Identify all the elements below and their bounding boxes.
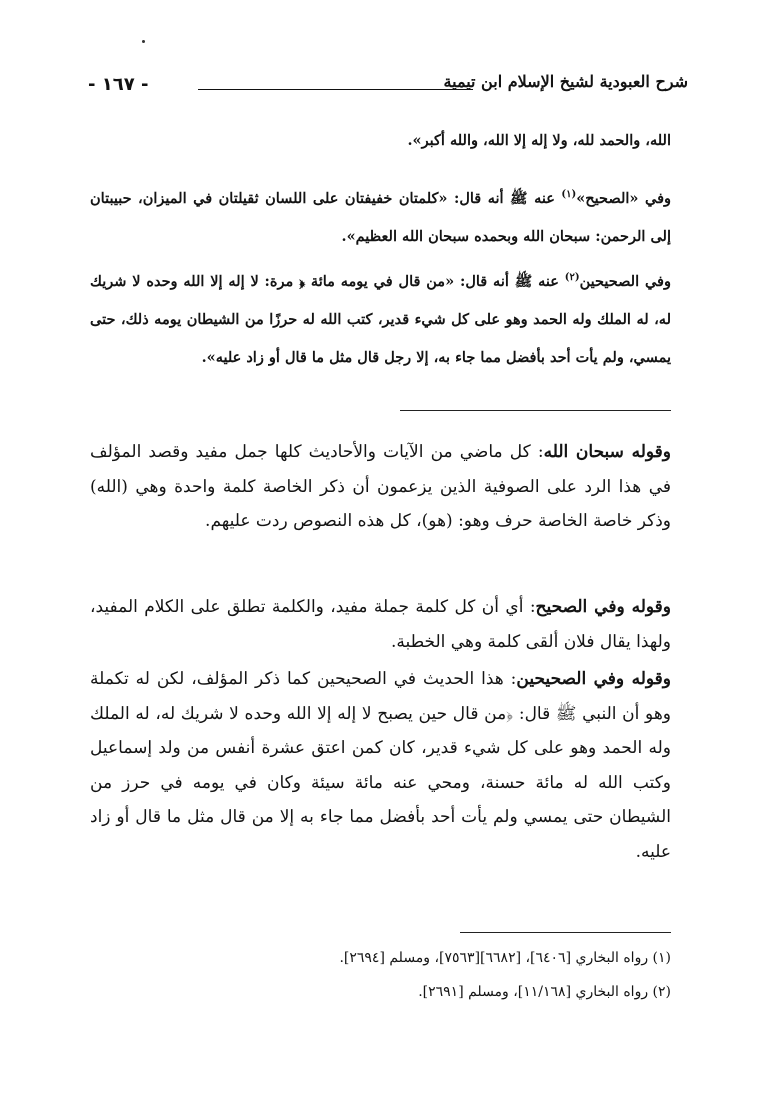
footnote-ref-2: (٢) bbox=[564, 272, 580, 283]
sharh-paragraph-1: وقوله سبحان الله: كل ماضي من الآيات والأحاديث كلها جمل مفيد وقصد المؤلف في هذا الرد على الصوفية الذين يزعمون أن ذكر الخاصة كلمة واحدة وهي (الله) وذكر خاصة الخاصة حرف وهو: (هو)، كل هذه النصوص ردت عليهم. bbox=[90, 442, 671, 531]
matn-paragraph-3: وفي الصحيحين$^{(٢)}$ عنه ﷺ أنه قال: «من قال في يومه مائة ﴿ مرة: لا إله إلا الله وحده لا شريك له، له الملك وله الحمد وهو على كل شيء قدير، كتب الله له حرزًا من الشيطان يومه ذلك، حتى يمسي، ولم يأت أحد بأفضل مما جاء به، إلا رجل قال مثل ما قال أو زاد عليه». bbox=[90, 272, 671, 366]
matn-paragraph-1: الله، والحمد لله، ولا إله إلا الله، والله أكبر». bbox=[407, 132, 671, 149]
footnote-2: (٢) رواه البخاري [١١/١٦٨]، ومسلم [٢٦٩١]. bbox=[418, 984, 671, 1000]
running-title: شرح العبودية لشيخ الإسلام ابن تيمية bbox=[443, 72, 688, 91]
sharh-paragraph-2: وقوله وفي الصحيح: أي أن كل كلمة جملة مفيد، والكلمة تطلق على الكلام المفيد، ولهذا يقال فلان ألقى كلمة وهي الخطبة. bbox=[90, 597, 671, 652]
header-rule bbox=[198, 89, 473, 90]
sharh-lead-2: وقوله وفي الصحيح bbox=[535, 597, 671, 617]
matn-paragraph-2: وفي «الصحيح»$^{(١)}$ عنه ﷺ أنه قال: «كلمتان خفيفتان على اللسان ثقيلتان في الميزان، حبيبتان إلى الرحمن: سبحان الله وبحمده سبحان الله العظيم». bbox=[90, 189, 671, 245]
page-number: - ١٦٧ - bbox=[88, 74, 149, 95]
footnote-1: (١) رواه البخاري [٦٤٠٦]، [٦٦٨٢][٧٥٦٣]، ومسلم [٢٦٩٤]. bbox=[339, 950, 671, 966]
footnote-ref-1: (١) bbox=[561, 189, 577, 200]
sharh-lead-3: وقوله وفي الصحيحين bbox=[516, 669, 671, 689]
footnote-separator bbox=[460, 932, 671, 933]
section-separator bbox=[400, 410, 671, 411]
sharh-paragraph-3: وقوله وفي الصحيحين: هذا الحديث في الصحيحين كما ذكر المؤلف، لكن له تكملة وهو أن النبي ﷺ قال: ﴿من قال حين يصبح لا إله إلا الله وحده لا شريك له، له الملك وله الحمد وهو على كل شيء قدير، كان كمن اعتق عشرة أنفس من ولد إسماعيل وكتب الله له مائة حسنة، ومحي عنه مائة سيئة وكان في يومه في حرز من الشيطان حتى يمسي ولم يأت أحد بأفضل مما جاء به إلا من قال مثل ما قال أو زاد عليه. bbox=[90, 669, 671, 862]
page-speck bbox=[142, 40, 145, 43]
sharh-lead-1: وقوله سبحان الله bbox=[543, 442, 671, 462]
page-header bbox=[88, 72, 688, 102]
